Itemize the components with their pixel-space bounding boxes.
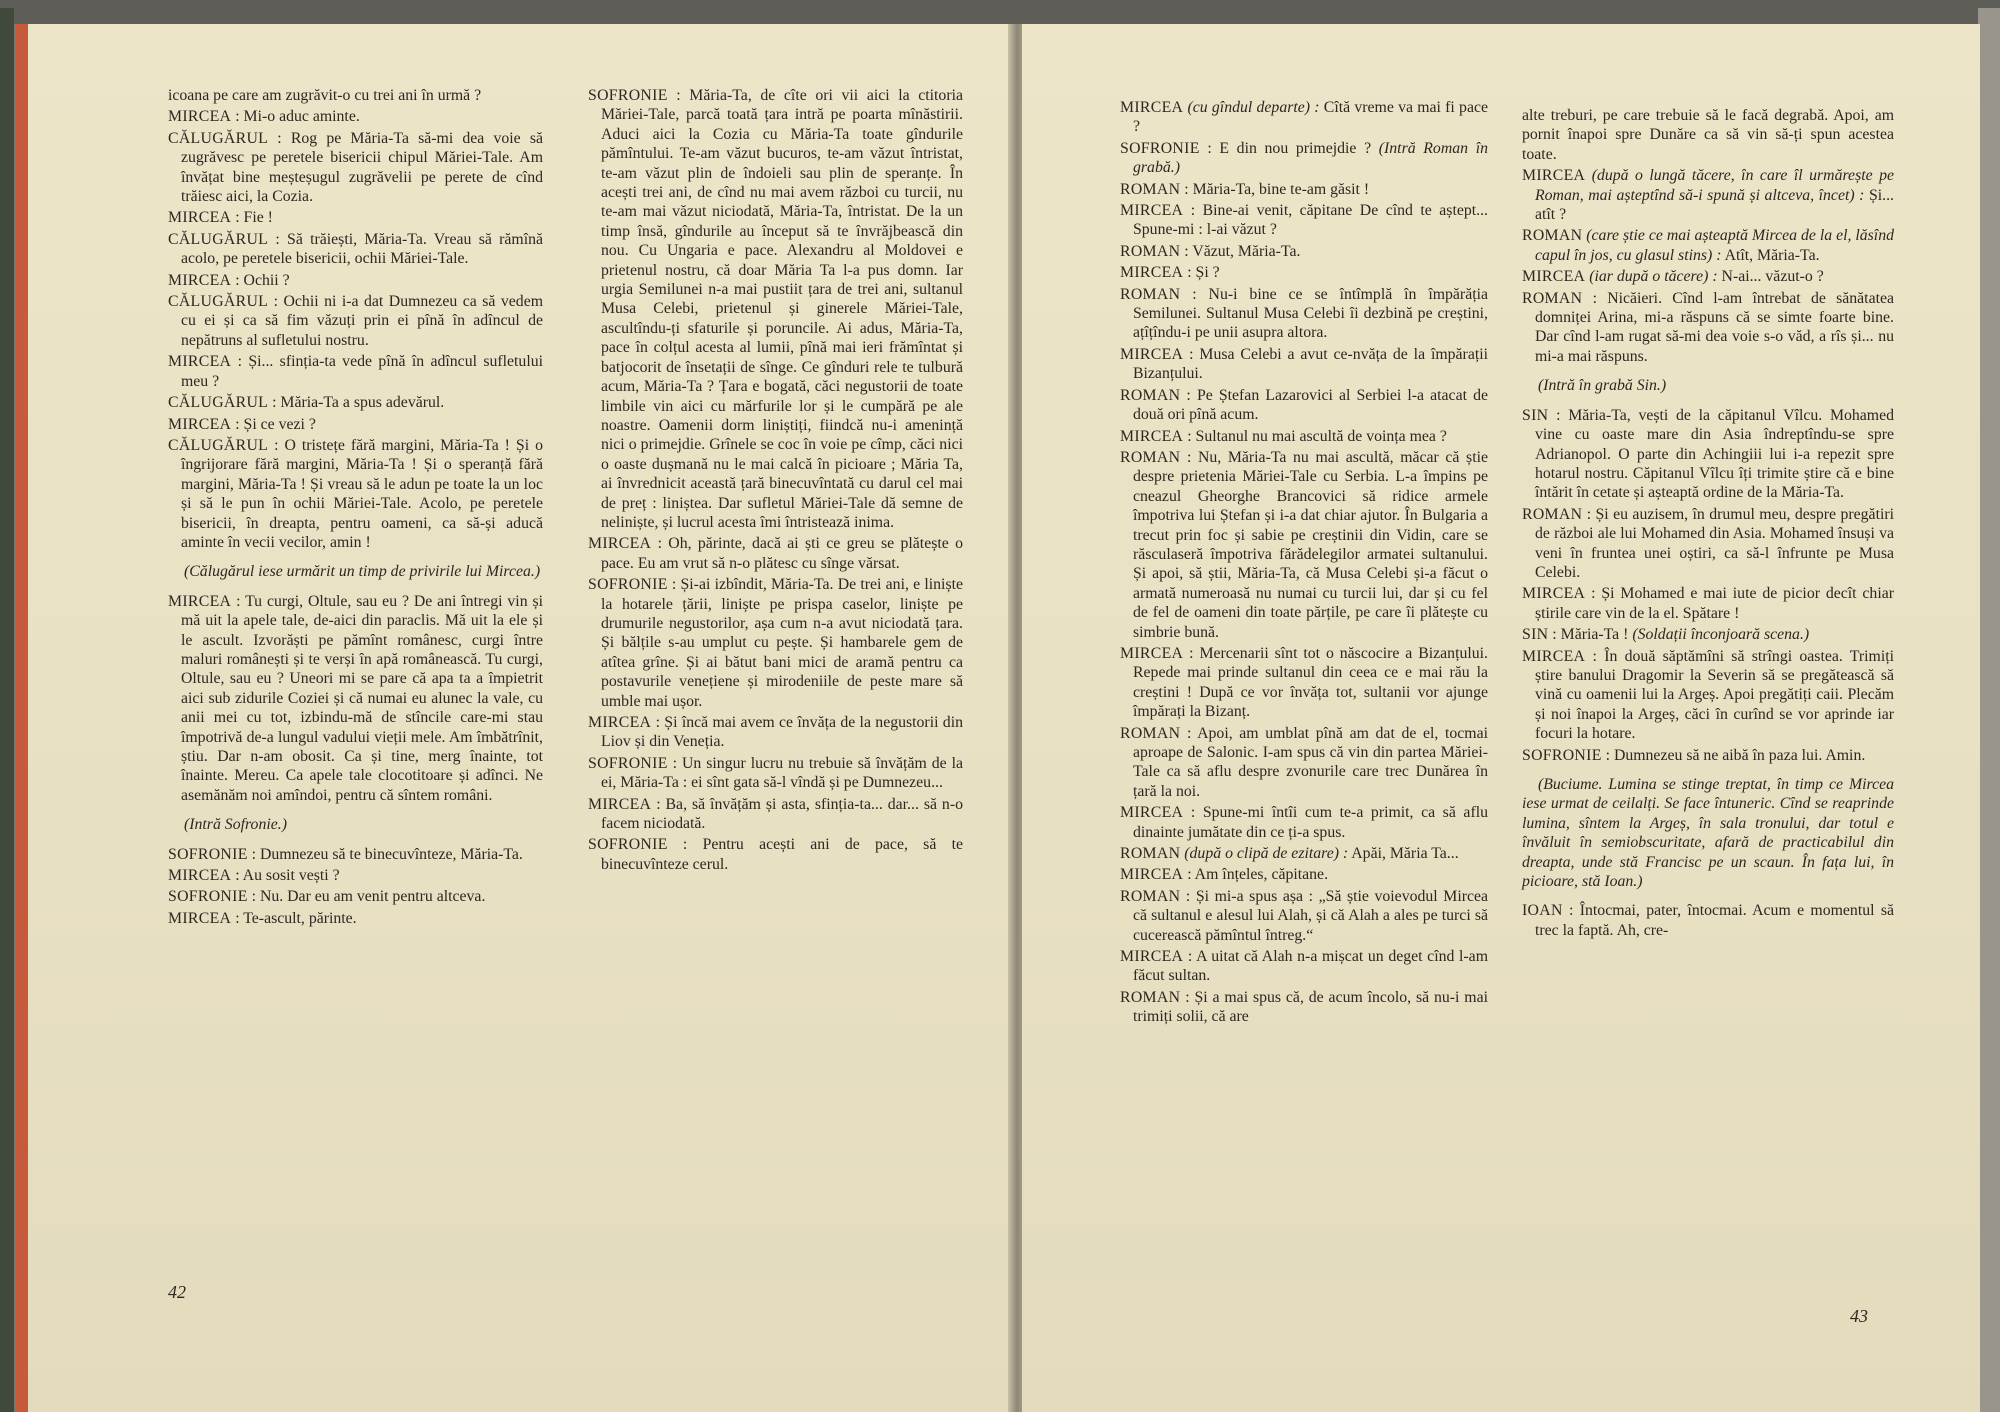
dialogue-line [1522, 406, 1894, 503]
speaker-name: ROMAN [1120, 386, 1181, 404]
dialogue-line [1120, 98, 1488, 137]
speaker-name: ROMAN [1120, 887, 1181, 905]
dialogue-line [588, 534, 963, 573]
speaker-name: MIRCEA [168, 209, 232, 227]
right-page [1022, 24, 1980, 1412]
dialogue-line [1120, 285, 1488, 343]
speaker-name: SOFRONIE [168, 845, 248, 863]
dialogue-line [168, 352, 543, 391]
dialogue-line [1120, 803, 1488, 842]
speaker-name: MIRCEA [168, 353, 232, 371]
dialogue-line [168, 845, 543, 864]
dialogue-line [168, 271, 543, 290]
dialogue-text: : Nu-i bine ce se întîmplă în împărăția Semilunei. Sultanul Musa Celebi îi dezbină pe creștini, ațîțîndu-i pe unii asupra altora. [1133, 285, 1488, 342]
dialogue-line [1522, 505, 1894, 583]
dialogue-line [1522, 625, 1894, 644]
speaker-name: CĂLUGĂRUL [168, 230, 269, 248]
dialogue-text: : În două săptămîni să strîngi oastea. Trimiți știre banului Dragomir la Severin să se pregătească să vină cu oamenii lui la Argeș. Apoi pregătiți caii. Plecăm și noi înapoi la Argeș, căci în curînd se vor aprinde iar focuri la hotare. [1535, 647, 1894, 743]
speaker-name: MIRCEA [168, 271, 232, 289]
speaker-name: ROMAN [1120, 242, 1181, 260]
speaker-name: SOFRONIE [588, 576, 668, 594]
dialogue-line [1522, 166, 1894, 224]
dialogue-text: : Nicăieri. Cînd l-am întrebat de sănătatea domniței Arina, mi-a răspuns că se simte foarte bine. Dar cînd l-am rugat să-mi dea voie s-o văd, a rîs și... nu mi-a mai răspuns. [1535, 289, 1894, 365]
book-cover-left-edge [0, 8, 14, 1412]
dialogue-line [168, 909, 543, 928]
speaker-name: MIRCEA [588, 714, 652, 731]
dialogue-text: : Un singur lucru nu trebuie să învățăm de la ei, Măria-Ta : ei sînt gata să-l vîndă și pe Dumnezeu... [601, 754, 963, 792]
dialogue-text: : Să trăiești, Măria-Ta. Vreau să rămînă acolo, pe peretele bisericii, ochii Măriei-Tale. [181, 230, 543, 268]
speaker-name: SOFRONIE [1120, 139, 1200, 157]
speaker-name: ROMAN [1120, 988, 1181, 1006]
speaker-name: CĂLUGĂRUL [168, 129, 269, 147]
speaker-name: MIRCEA [1120, 427, 1184, 445]
dialogue-line [588, 713, 963, 752]
speaker-name: ROMAN [1120, 180, 1181, 198]
speaker-name: SOFRONIE [168, 888, 248, 906]
scan-background-top [0, 0, 2000, 24]
left-page-column-2 [588, 86, 963, 876]
speaker-name: MIRCEA [1522, 167, 1586, 185]
speaker-name: ROMAN [1522, 227, 1583, 245]
dialogue-line [168, 415, 543, 434]
dialogue-text: : Întocmai, pater, întocmai. Acum e momentul să trec la faptă. Ah, cre- [1535, 902, 1894, 939]
speaker-name: ROMAN [1120, 724, 1181, 742]
speaker-name: SOFRONIE [1522, 746, 1602, 764]
dialogue-line [1120, 988, 1488, 1027]
left-page [16, 24, 1014, 1412]
dialogue-line [1120, 448, 1488, 642]
dialogue-line [1522, 746, 1894, 765]
speaker-name: MIRCEA [588, 795, 652, 813]
speaker-name: MIRCEA [1120, 99, 1184, 116]
dialogue-text: : O tristețe fără margini, Măria-Ta ! Și o îngrijorare fără margini, Măria-Ta ! Și o speranță fără margini, Măria-Ta ! Și vreau să le adun pe toate la un loc și să le pun în ochii Măriei-Tale. Acolo, pe peretele bisericii, în dreapta, pentru oameni, ca să-și aducă aminte în vecii vecilor, amin ! [181, 436, 543, 551]
dialogue-line [1120, 263, 1488, 282]
dialogue-text: : Ochii ? [231, 271, 290, 289]
page-number-left: 42 [168, 1282, 186, 1302]
dialogue-line [1522, 226, 1894, 265]
dialogue-line [168, 292, 543, 350]
dialogue-text: : Și Mohamed e mai iute de picior decît chiar știrile care vin de la el. Spătare ! [1535, 585, 1894, 622]
dialogue-line [1120, 201, 1488, 240]
dialogue-text: : Mercenarii sînt tot o născocire a Bizanțului. Repede mai prinde sultanul din ceea ce e mai rău la creștini ! După ce vor învăța tot, sultanii vor ajunge împărați la Bizanț. [1133, 644, 1488, 721]
inline-stage-direction: (Soldații înconjoară scena.) [1632, 626, 1810, 644]
speaker-name: MIRCEA [1120, 804, 1184, 822]
dialogue-text: : Ba, să învățăm și asta, sfințiа-ta... dar... să n-o facem niciodată. [601, 795, 963, 833]
dialogue-text: : Măria-Ta a spus adevărul. [268, 394, 445, 412]
dialogue-text: : Au sosit vești ? [231, 867, 340, 885]
inline-stage-direction: (după o lungă tăcere, în care îl urmărește pe Roman, mai așteptînd să-i spună și altceva, încet) : [1535, 167, 1894, 204]
dialogue-line [168, 230, 543, 269]
dialogue-line [168, 393, 543, 412]
dialogue-line [1120, 724, 1488, 802]
left-page-column-1 [168, 86, 543, 930]
dialogue-line [588, 754, 963, 793]
dialogue-text: : Pe Ștefan Lazarovici al Serbiei l-a atacat de două ori pînă acum. [1133, 386, 1488, 424]
dialogue-line [1120, 139, 1488, 178]
dialogue-text: Atît, Măria-Ta. [1721, 246, 1820, 264]
dialogue-line [1120, 180, 1488, 199]
dialogue-line [1120, 644, 1488, 722]
stage-direction: (Buciume. Lumina se stinge treptat, în timp ce Mircea iese urmat de ceilalți. Se face întuneric. Cînd se reaprinde lumina, sîntem la Argeș, în sala tronului, dar totul e învăluit în semiobscuritate, afară de practicabilul din dreapta, unde stă Francisc pe un scaun. În fața lui, în picioare, stă Ioan.) [1522, 776, 1894, 891]
dialogue-line [588, 86, 963, 532]
speaker-name: MIRCEA [168, 108, 232, 126]
dialogue-line [1120, 865, 1488, 884]
speaker-name: MIRCEA [1522, 585, 1586, 603]
speaker-name: ROMAN [1120, 845, 1181, 863]
dialogue-text: : A uitat că Alah n-a mișcat un deget cînd l-am făcut sultan. [1133, 948, 1488, 985]
speaker-name: SIN [1522, 406, 1549, 424]
dialogue-line [168, 592, 543, 805]
speaker-name: SIN [1522, 626, 1549, 644]
dialogue-text: : Dumnezeu să ne aibă în paza lui. Amin. [1601, 746, 1866, 764]
speaker-name: MIRCEA [168, 867, 232, 885]
stage-direction: (Călugărul iese urmărit un timp de privirile lui Mircea.) [184, 563, 541, 581]
book-cover-right-edge [1978, 8, 2000, 1412]
dialogue-line [168, 866, 543, 885]
dialogue-text: : Fie ! [231, 209, 273, 227]
right-page-column-2 [1522, 106, 1894, 942]
dialogue-line [588, 835, 963, 874]
speaker-name: MIRCEA [588, 535, 652, 553]
dialogue-text: : Musa Celebi a avut ce-nvăța de la împărații Bizanțului. [1133, 345, 1488, 383]
dialogue-line [1120, 887, 1488, 945]
inline-stage-direction: (care știe ce mai așteaptă Mircea de la el, lăsînd capul în jos, cu glasul stins) : [1535, 227, 1894, 264]
dialogue-continuation [1522, 106, 1894, 164]
dialogue-line [1120, 386, 1488, 425]
inline-stage-direction: (după o clipă de ezitare) : [1180, 845, 1349, 863]
dialogue-text: : Măria-Ta, vești de la căpitanul Vîlcu. Mohamed vine cu oaste mare din Asia îndreptîndu-se spre Adrianopol. O parte din Achingiii lui i-a repezit spre hotarul nostru. Căpitanul Vîlcu îți trimite știre că e bine întărit în cetate și așteaptă ordine de la Măria-Ta. [1535, 406, 1894, 502]
dialogue-text: icoana pe care am zugrăvit-o cu trei ani în urmă ? [168, 87, 482, 104]
dialogue-text: : Sultanul nu mai ascultă de voința mea ? [1183, 427, 1447, 445]
dialogue-text: : E din nou primejdie ? [1199, 139, 1379, 157]
speaker-name: CĂLUGĂRUL [168, 436, 269, 454]
dialogue-line [168, 887, 543, 906]
speaker-name: MIRCEA [1120, 948, 1184, 966]
dialogue-text: : Și-ai izbîndit, Măria-Ta. De trei ani, e liniște la hotarele țării, liniște pe prispa caselor, liniște pe drumurile negustorilor, așa cum n-a avut niciodată țara. Și bălțile s-au umplut cu pește. Și hambarele gem de atîtea grîne. Și ai bătut bani mici de aramă pentru ca postavurile venețiene și mirodeniile de peste mare să umble mai ușor. [601, 576, 963, 710]
dialogue-text: : Mi-o aduc aminte. [231, 108, 360, 126]
dialogue-line [168, 107, 543, 126]
speaker-name: MIRCEA [1120, 202, 1184, 220]
dialogue-text: : Nu. Dar eu am venit pentru altceva. [247, 888, 486, 906]
dialogue-line [1120, 345, 1488, 384]
stage-direction: (Intră în grabă Sin.) [1538, 377, 1667, 395]
dialogue-text: : Și a mai spus că, de acum încolo, să nu-i mai trimiți solii, că are [1133, 988, 1488, 1026]
dialogue-text: : Apoi, am umblat pînă am dat de el, tocmai aproape de Salonic. I-am spus că vin din partea Măriei-Tale ca să aflu despre zvonurile care trec Dunărea în țară la noi. [1133, 724, 1488, 800]
dialogue-text: : Am înțeles, căpitane. [1183, 866, 1329, 884]
dialogue-text: : Văzut, Măria-Ta. [1180, 242, 1301, 260]
dialogue-text: : Pentru acești ani de pace, să te binecuvînteze cerul. [601, 836, 963, 873]
dialogue-line [1120, 427, 1488, 446]
inline-stage-direction: (iar după o tăcere) : [1585, 268, 1718, 286]
speaker-name: SOFRONIE [588, 87, 668, 104]
dialogue-line [1522, 584, 1894, 623]
dialogue-text: : Și ? [1183, 264, 1220, 282]
dialogue-line [1120, 844, 1488, 863]
dialogue-text: : Măria-Ta, de cîte ori vii aici la ctitoria Măriei-Tale, parcă toată țara intră pe poarta mînăstirii. Aduci aici la Cozia cu Măria-Ta toate gîndurile pămîntului. Te-am văzut bucuros, te-am văzut întristat, te-am văzut plin de îndoieli sau plin de speranțe. În acești trei ani, de cînd nu mai avem război cu turcii, nu te-am mai văzut niciodată, Măria-Ta, întristat. De la un timp însă, gîndurile au început să te învrăjbească din nou. Cu Ungaria e pace. Alexandru al Moldovei e prietenul nostru, că doar Măria Ta l-a pus domn. Iar urgia Semilunei n-a mai pustiit țara de trei ani, sultanul Musa Celebi, prietenul și ginerele Măriei-Tale, ascultîndu-ți sfaturile și poruncile. Ai adus, Măria-Ta, pace în colțul acesta al lumii, pînă mai ieri frămîntat și batjocorit de însetații de sînge. Ce gînduri rele te tulbură acum, Măria-Ta ? Țara e bogată, căci negustorii de toate limbile vin aici cu mărfurile lor și le cumpără pe ale noastre. Oamenii dorm liniștiți, fiindcă nu-i amenință nici o primejdie. Grînele se coc în voie pe cîmp, căci nici o oaste dușmană nu le mai calcă în picioare ; Măria Ta, ai învrednicit această țară binecuvîntată cu darul cel mai de preț : liniștea. Dar sufletul Măriei-Tale dă semne de neliniște, și lucrul acesta îmi întristează inima. [601, 87, 963, 531]
speaker-name: IOAN [1522, 902, 1563, 920]
dialogue-continuation [168, 86, 543, 105]
speaker-name: SOFRONIE [588, 754, 668, 772]
dialogue-text: : Și mi-a spus așa : „Să știe voievodul Mircea că sultanul e alesul lui Alah, și că Alah a ales pe turci să cucerească pămîntul întreg.“ [1133, 887, 1488, 944]
dialogue-text: : Și ce vezi ? [231, 415, 316, 433]
page-number-right: 43 [1850, 1306, 1868, 1326]
dialogue-line [588, 795, 963, 834]
speaker-name: SOFRONIE [588, 836, 668, 854]
dialogue-line [168, 129, 543, 207]
dialogue-text: : Măria-Ta, bine te-am găsit ! [1180, 180, 1370, 198]
dialogue-text: : Dumnezeu să te binecuvînteze, Măria-Ta. [247, 845, 523, 863]
speaker-name: MIRCEA [1120, 866, 1184, 884]
dialogue-line [1522, 267, 1894, 286]
speaker-name: ROMAN [1522, 289, 1583, 307]
speaker-name: MIRCEA [1120, 345, 1184, 363]
speaker-name: MIRCEA [1120, 644, 1184, 662]
dialogue-text: N-ai... văzut-o ? [1717, 268, 1824, 286]
dialogue-line [588, 575, 963, 711]
speaker-name: ROMAN [1522, 505, 1583, 523]
speaker-name: CĂLUGĂRUL [168, 293, 269, 311]
dialogue-line [1522, 289, 1894, 367]
dialogue-text: : Și încă mai avem ce învăța de la negustorii din Liov și din Veneția. [601, 714, 963, 751]
dialogue-text: Și... atît ? [1535, 186, 1894, 224]
stage-direction: (Intră Sofronie.) [184, 816, 287, 834]
speaker-name: MIRCEA [168, 415, 232, 433]
dialogue-text: alte treburi, pe care trebuie să le facă degrabă. Apoi, am pornit înapoi spre Dunăre ca să vin să-ți spun acestea toate. [1522, 107, 1894, 163]
speaker-name: MIRCEA [1120, 264, 1184, 282]
dialogue-text: : Nu, Măria-Ta nu mai ascultă, măcar că știe despre prietenia Măriei-Tale cu Serbia. L-a împins pe cneazul Gheorghe Brancovici să ridice armele împotriva lui Ștefan și i-a dat chiar ajutor. În Bulgaria a trecut prin foc și sabie pe creștinii din Vidin, care se răsculaseră împotriva fărădelegilor armatei sultanului. Și apoi, să știi, Măria-Ta, că Musa Celebi și-a făcut o armată numeroasă nu numai cu turcii lui, dar și cu fel de fel de oameni din toate părțile, pe care îi plătește cu simbrie bună. [1133, 448, 1488, 641]
speaker-name: ROMAN [1120, 285, 1181, 303]
speaker-name: MIRCEA [168, 592, 232, 610]
speaker-name: ROMAN [1120, 448, 1181, 466]
dialogue-text: Cîtă vreme va mai fi pace ? [1133, 99, 1488, 136]
right-page-column-1 [1120, 98, 1488, 1029]
speaker-name: CĂLUGĂRUL [168, 394, 269, 412]
dialogue-text: : Bine-ai venit, căpitane De cînd te aștept... Spune-mi : l-ai văzut ? [1133, 202, 1488, 239]
dialogue-line [1120, 947, 1488, 986]
inline-stage-direction: (cu gîndul departe) : [1183, 99, 1320, 116]
dialogue-text: : Măria-Ta ! [1548, 626, 1633, 644]
speaker-name: MIRCEA [1522, 647, 1586, 665]
dialogue-text: : Și eu auzisem, în drumul meu, despre pregătiri de război ale lui Mohamed din Asia. Mohamed însuși va veni în fruntea unei oștiri, ca să-l înfrunte pe Musa Celebi. [1535, 505, 1894, 581]
dialogue-text: : Și... sfințiа-ta vede pînă în adîncul sufletului meu ? [181, 353, 543, 390]
dialogue-line [168, 208, 543, 227]
dialogue-text: : Rog pe Măria-Ta să-mi dea voie să zugrăvesc pe peretele bisericii chipul Măriei-Tale. Am învățat bine meșteșugul zugrăvelii pe perete de cînd trăiesc aici, la Cozia. [181, 129, 543, 206]
dialogue-text: Apăi, Măria Ta... [1348, 845, 1459, 863]
speaker-name: MIRCEA [1522, 268, 1586, 286]
speaker-name: MIRCEA [168, 909, 232, 927]
dialogue-line [1522, 901, 1894, 940]
dialogue-text: : Te-ascult, părinte. [231, 909, 357, 927]
dialogue-text: : Ochii ni i-a dat Dumnezeu ca să vedem cu ei și ca să fim văzuți prin ei pînă în adîncul de nepătruns al sufletului nostru. [181, 293, 543, 349]
inline-stage-direction: (Intră Roman în grabă.) [1133, 139, 1488, 177]
dialogue-text: : Oh, părinte, dacă ai ști ce greu se plătește o pace. Eu am vrut să n-o plătesc cu sînge vărsat. [601, 535, 963, 572]
dialogue-text: : Spune-mi întîi cum te-a primit, ca să aflu dinainte jumătate din ce ți-a spus. [1133, 804, 1488, 841]
dialogue-line [168, 436, 543, 552]
dialogue-line [1120, 242, 1488, 261]
dialogue-text: : Tu curgi, Oltule, sau eu ? De ani întregi vin și mă uit la apele tale, de-aici din paraclis. Mă uit la ele și le ascult. Izvorăști pe pămînt românesc, curgi între maluri românești și te verși în apă românească. Tu curgi, Oltule, sau eu ? Uneori mi se pare că apa ta a împietrit aici sub zidurile Coziei și că numai eu alunec la vale, cu anii mei cu tot, izbindu-mă de stîncile care-mi stau împotrivă de-a lungul vadului vieții mele. Am îmbătrînit, știu. Dar n-am obosit. Ca și tine, merg înainte, tot înainte. Mereu. Ca apele tale clocotitoare și adînci. Ne asemănăm noi amîndoi, pentru că sîntem români. [181, 592, 543, 804]
dialogue-line [1522, 647, 1894, 744]
